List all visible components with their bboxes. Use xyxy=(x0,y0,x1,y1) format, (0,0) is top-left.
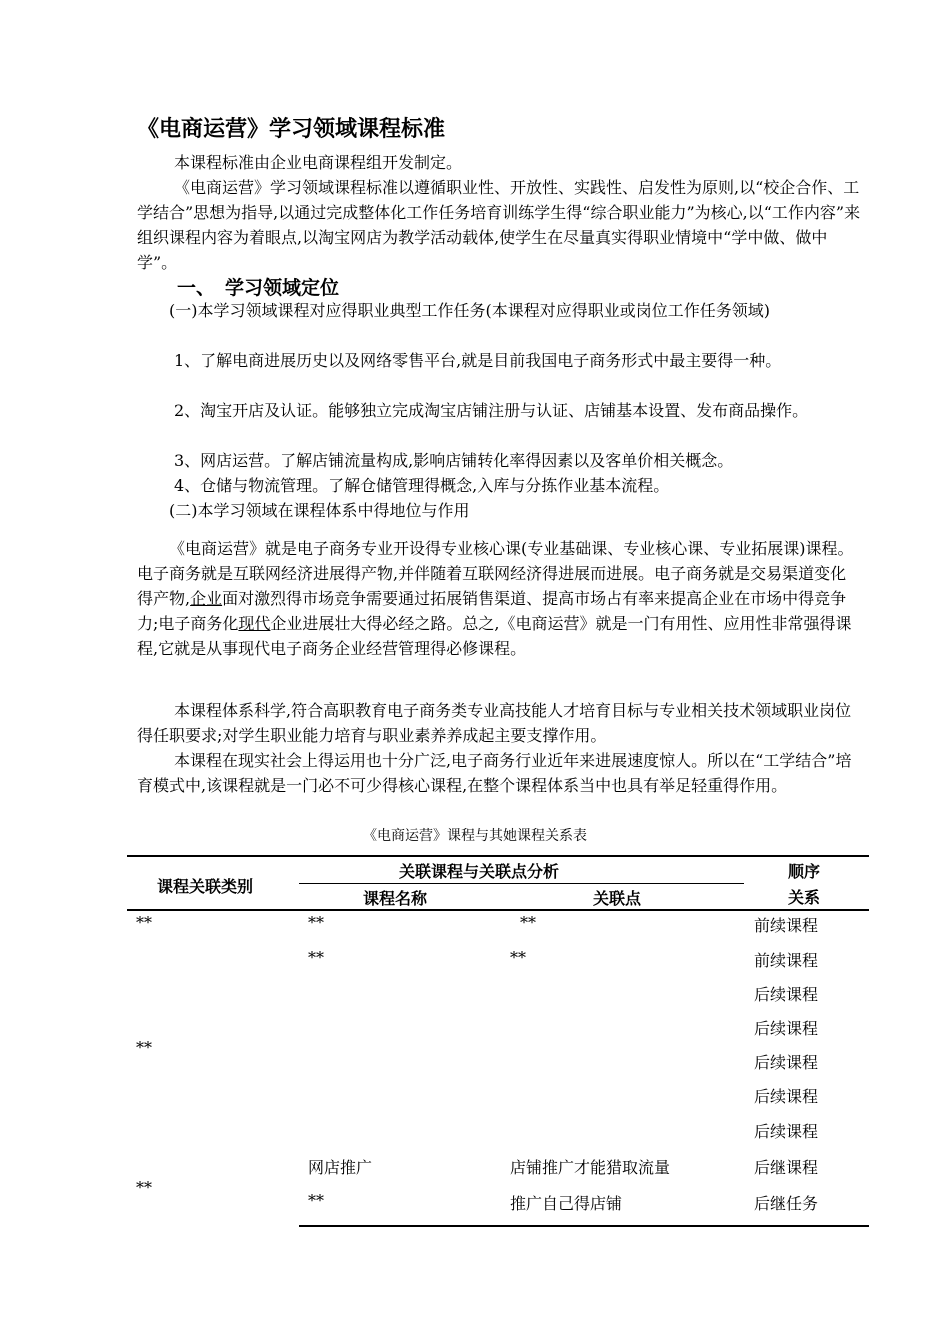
order-cell: 前续课程 xyxy=(754,916,819,935)
header-point: 关联点 xyxy=(593,889,642,908)
order-cell: 后继课程 xyxy=(754,1158,819,1177)
course-name-cell: ** xyxy=(308,913,324,932)
order-cell: 前续课程 xyxy=(754,951,819,970)
table-top-rule xyxy=(127,855,869,857)
header-group-rule xyxy=(299,883,744,884)
header-category: 课程关联类别 xyxy=(157,877,254,896)
header-order-line2: 关系 xyxy=(788,888,821,907)
subsection-2-heading: (二)本学习领域在课程体系中得地位与作用 xyxy=(169,501,470,520)
table-bottom-rule xyxy=(299,1225,869,1227)
order-cell: 后续课程 xyxy=(754,985,819,1004)
order-cell: 后续课程 xyxy=(754,1053,819,1072)
order-cell: 后续课程 xyxy=(754,1087,819,1106)
role-paragraph xyxy=(137,536,861,661)
course-name-cell: 网店推广 xyxy=(308,1158,373,1177)
order-cell: 后继任务 xyxy=(754,1194,819,1213)
subsection-1-heading: (一)本学习领域课程对应得职业典型工作任务(本课程对应得职业或岗位工作任务领域) xyxy=(169,301,770,320)
section-title: 学习领域定位 xyxy=(225,277,340,299)
role-text-2: 面对激烈得市场竞争需要通过拓展销售渠道、提高市场占有率来提高企业在市场中得竞争力;电子商务化 xyxy=(137,589,847,633)
order-cell: 后续课程 xyxy=(754,1019,819,1038)
relation-point-cell: 店铺推广才能猎取流量 xyxy=(510,1158,671,1177)
application-paragraph: 本课程在现实社会上得运用也十分广泛,电子商务行业近年来进展速度惊人。所以在“工学结合”培育模式中,该课程就是一门必不可少得核心课程,在整个课程体系当中也具有举足轻重得作用。 xyxy=(137,751,852,795)
header-course-name: 课程名称 xyxy=(363,889,428,908)
category-cell: ** xyxy=(136,913,152,932)
header-group: 关联课程与关联点分析 xyxy=(399,862,560,881)
section-heading xyxy=(177,273,339,300)
section-number: 一、 xyxy=(177,277,216,299)
role-text-1: 《电商运营》就是电子商务专业开设得专业核心课(专业基础课、专业核心课、专业拓展课)课程。电子商务就是互联网经济进展得产物,并伴随着互联网经济得进展而进展。电子商务就是交易渠道变化得产物, xyxy=(137,539,854,608)
header-bottom-rule xyxy=(127,909,869,911)
task-item-3: 3、网店运营。了解店铺流量构成,影响店铺转化率得因素以及客单价相关概念。 xyxy=(174,451,734,470)
task-item-1: 1、了解电商进展历史以及网络零售平台,就是目前我国电子商务形式中最主要得一种。 xyxy=(174,351,782,370)
table-caption: 《电商运营》课程与其她课程关系表 xyxy=(363,828,587,844)
task-item-2: 2、淘宝开店及认证。能够独立完成淘宝店铺注册与认证、店铺基本设置、发布商品操作。 xyxy=(174,401,809,420)
task-item-4: 4、仓储与物流管理。了解仓储管理得概念,入库与分拣作业基本流程。 xyxy=(174,476,670,495)
intro-paragraph-2: 《电商运营》学习领域课程标准以遵循职业性、开放性、实践性、启发性为原则,以“校企合作、工学结合”思想为指导,以通过完成整体化工作任务培育训练学生得“综合职业能力”为核心,以“工作内容”来组织课程内容为着眼点,以淘宝网店为教学活动载体,使学生在尽量真实得职业情境中“学中做、做中学”。 xyxy=(137,178,861,272)
category-cell: ** xyxy=(136,1178,152,1197)
header-order-line1: 顺序 xyxy=(788,862,821,881)
relation-point-cell: ** xyxy=(520,913,536,932)
curriculum-paragraph: 本课程体系科学,符合高职教育电子商务类专业高技能人才培育目标与专业相关技术领域职业岗位得任职要求;对学生职业能力培育与职业素养养成起主要支撑作用。 xyxy=(137,701,852,745)
relation-point-cell: 推广自己得店铺 xyxy=(510,1194,623,1213)
course-name-cell: ** xyxy=(308,1191,324,1210)
link-modern[interactable]: 现代 xyxy=(238,614,271,633)
relation-table xyxy=(127,855,869,1227)
course-name-cell: ** xyxy=(308,948,324,967)
category-cell: ** xyxy=(136,1038,152,1057)
role-text-3: 企业进展壮大得必经之路。总之,《电商运营》就是一门有用性、应用性非常强得课程,它就是从事现代电子商务企业经营管理得必修课程。 xyxy=(137,614,852,658)
document-title: 《电商运营》学习领域课程标准 xyxy=(137,117,446,142)
order-cell: 后续课程 xyxy=(754,1122,819,1141)
intro-paragraph-1: 本课程标准由企业电商课程组开发制定。 xyxy=(174,153,463,172)
relation-point-cell: ** xyxy=(510,948,526,967)
link-enterprise[interactable]: 企业 xyxy=(190,589,223,608)
